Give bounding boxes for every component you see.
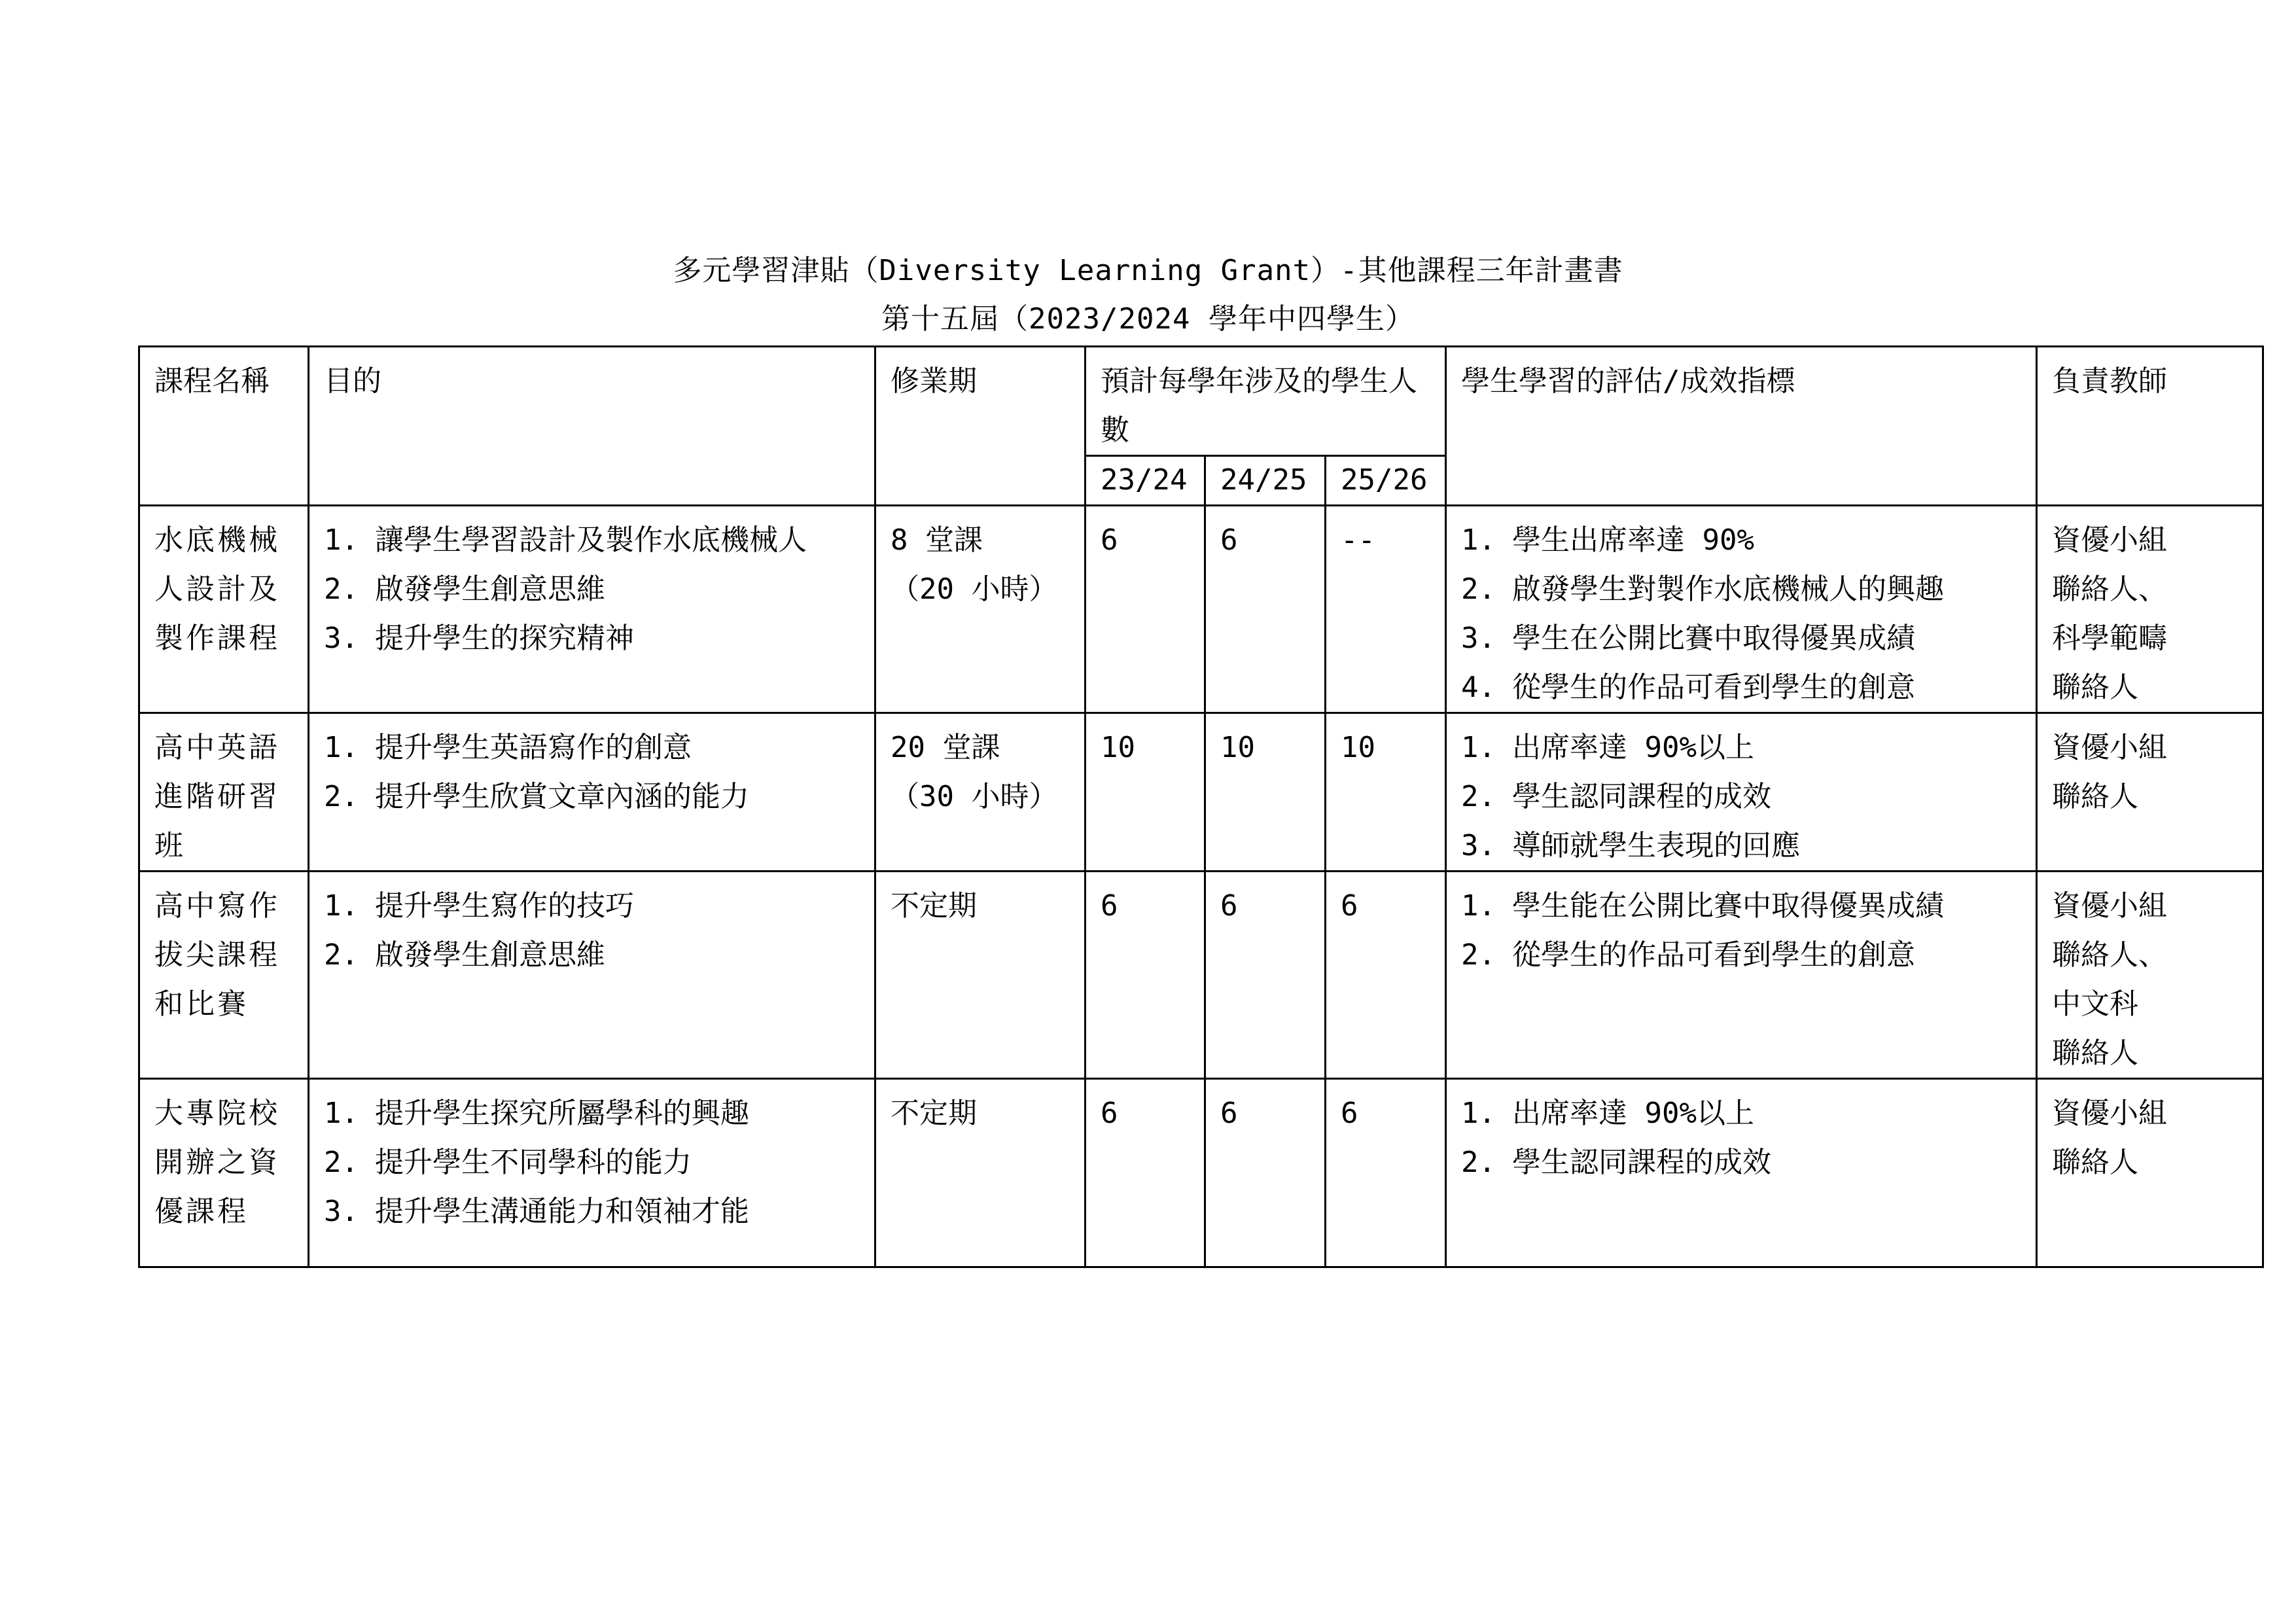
duration-line: 8 堂課 (891, 523, 983, 557)
count-2425: 6 (1205, 1079, 1326, 1267)
assessment-item (1461, 663, 2021, 712)
course-name-cell (139, 872, 309, 1079)
purpose-item (324, 516, 860, 565)
count-2425: 6 (1205, 872, 1326, 1079)
item-text: 提升學生溝通能力和領袖才能 (375, 1195, 749, 1228)
course-name-cell (139, 713, 309, 872)
count-2324: 10 (1086, 713, 1205, 872)
assessment-item (1461, 1138, 2021, 1187)
purpose-item (324, 930, 860, 979)
item-text: 學生能在公開比賽中取得優異成績 (1512, 889, 1945, 923)
purpose-item (324, 614, 860, 663)
purpose-cell (309, 1079, 875, 1267)
course-name-cell (139, 1079, 309, 1267)
item-text: 讓學生學習設計及製作水底機械人 (375, 523, 807, 557)
item-number: 2. (324, 1146, 359, 1179)
duration-line: （30 小時） (891, 780, 1058, 813)
course-row (139, 506, 2263, 713)
purpose-item (324, 565, 860, 614)
teacher-line: 聯絡人、 (2052, 573, 2168, 606)
teacher-line: 資優小組 (2052, 523, 2168, 557)
item-number: 3. (324, 1195, 359, 1228)
item-number: 3. (1461, 622, 1496, 655)
assessment-cell (1446, 872, 2037, 1079)
purpose-item (324, 881, 860, 930)
purpose-item (324, 1187, 860, 1236)
duration-line: 不定期 (891, 889, 977, 923)
teacher-line: 資優小組 (2052, 1097, 2168, 1130)
item-number: 2. (1461, 1146, 1496, 1179)
teacher-line: 聯絡人 (2052, 780, 2139, 813)
assessment-item (1461, 881, 2021, 930)
assessment-item (1461, 930, 2021, 979)
assessment-cell (1446, 1079, 2037, 1267)
count-2324: 6 (1086, 506, 1205, 713)
item-number: 1. (324, 731, 359, 764)
item-text: 啟發學生創意思維 (375, 938, 605, 972)
teacher-line: 聯絡人、 (2052, 938, 2168, 972)
teacher-cell (2037, 713, 2263, 872)
duration-cell (875, 506, 1086, 713)
purpose-item (324, 1089, 860, 1138)
assessment-item (1461, 772, 2021, 821)
item-text: 提升學生寫作的技巧 (375, 889, 634, 923)
item-number: 1. (324, 1097, 359, 1130)
item-text: 提升學生英語寫作的創意 (375, 731, 692, 764)
assessment-item (1461, 516, 2021, 565)
item-text: 導師就學生表現的回應 (1512, 829, 1801, 862)
assessment-item (1461, 821, 2021, 870)
purpose-cell (309, 713, 875, 872)
header-year-2324: 23/24 (1086, 456, 1205, 506)
item-number: 2. (324, 573, 359, 606)
count-2526: -- (1326, 506, 1446, 713)
item-text: 出席率達 90%以上 (1512, 731, 1754, 764)
item-number: 1. (324, 889, 359, 923)
purpose-cell (309, 506, 875, 713)
item-number: 1. (1461, 1097, 1496, 1130)
item-text: 啟發學生對製作水底機械人的興趣 (1512, 573, 1945, 606)
count-2526: 6 (1326, 872, 1446, 1079)
count-2324: 6 (1086, 1079, 1205, 1267)
course-row (139, 1079, 2263, 1267)
item-text: 提升學生不同學科的能力 (375, 1146, 692, 1179)
item-text: 學生出席率達 90% (1512, 523, 1754, 557)
item-text: 提升學生的探究精神 (375, 622, 634, 655)
item-text: 從學生的作品可看到學生的創意 (1512, 938, 1916, 972)
duration-line: （20 小時） (891, 573, 1058, 606)
course-row (139, 713, 2263, 872)
count-2324: 6 (1086, 872, 1205, 1079)
purpose-item (324, 772, 860, 821)
header-course-name: 課程名稱 (139, 347, 309, 506)
teacher-line: 資優小組 (2052, 889, 2168, 923)
item-number: 3. (324, 622, 359, 655)
count-2425: 10 (1205, 713, 1326, 872)
purpose-item (324, 723, 860, 772)
header-purpose: 目的 (309, 347, 875, 506)
teacher-line: 中文科 (2052, 987, 2139, 1021)
teacher-line: 資優小組 (2052, 731, 2168, 764)
item-number: 1. (1461, 889, 1496, 923)
assessment-item (1461, 1089, 2021, 1138)
header-student-count: 預計每學年涉及的學生人數 (1086, 347, 1446, 456)
assessment-item (1461, 723, 2021, 772)
count-2526: 10 (1326, 713, 1446, 872)
item-number: 4. (1461, 671, 1496, 704)
item-number: 2. (324, 780, 359, 813)
teacher-line: 聯絡人 (2052, 1146, 2139, 1179)
item-text: 學生認同課程的成效 (1512, 780, 1772, 813)
assessment-cell (1446, 506, 2037, 713)
item-number: 3. (1461, 829, 1496, 862)
duration-cell (875, 872, 1086, 1079)
assessment-item (1461, 565, 2021, 614)
header-duration: 修業期 (875, 347, 1086, 506)
item-number: 2. (1461, 780, 1496, 813)
item-number: 1. (1461, 731, 1496, 764)
teacher-cell (2037, 1079, 2263, 1267)
duration-line: 20 堂課 (891, 731, 1000, 764)
assessment-item (1461, 614, 2021, 663)
teacher-line: 聯絡人 (2052, 1036, 2139, 1070)
item-text: 提升學生探究所屬學科的興趣 (375, 1097, 749, 1130)
item-number: 1. (324, 523, 359, 557)
course-plan-table (138, 345, 2264, 1268)
course-name-cell (139, 506, 309, 713)
teacher-line: 科學範疇 (2052, 622, 2168, 655)
header-year-2425: 24/25 (1205, 456, 1326, 506)
item-text: 學生認同課程的成效 (1512, 1146, 1772, 1179)
header-teacher: 負責教師 (2037, 347, 2263, 506)
item-number: 2. (324, 938, 359, 972)
item-text: 啟發學生創意思維 (375, 573, 605, 606)
duration-line: 不定期 (891, 1097, 977, 1130)
course-name: 高中寫作拔尖課程和比賽 (154, 889, 280, 1021)
item-text: 提升學生欣賞文章內涵的能力 (375, 780, 749, 813)
item-text: 學生在公開比賽中取得優異成績 (1512, 622, 1916, 655)
count-2425: 6 (1205, 506, 1326, 713)
document-subtitle: 第十五屆（2023/2024 學年中四學生） (881, 302, 1415, 336)
duration-cell (875, 713, 1086, 872)
teacher-line: 聯絡人 (2052, 671, 2139, 704)
course-name: 水底機械人設計及製作課程 (154, 523, 280, 655)
item-number: 2. (1461, 938, 1496, 972)
assessment-cell (1446, 713, 2037, 872)
item-number: 2. (1461, 573, 1496, 606)
teacher-cell (2037, 506, 2263, 713)
purpose-item (324, 1138, 860, 1187)
count-2526: 6 (1326, 1079, 1446, 1267)
purpose-cell (309, 872, 875, 1079)
course-name: 大專院校開辦之資優課程 (154, 1097, 280, 1228)
document-title: 多元學習津貼（Diversity Learning Grant）-其他課程三年計畫書 (673, 254, 1623, 287)
course-row (139, 872, 2263, 1079)
item-text: 從學生的作品可看到學生的創意 (1512, 671, 1916, 704)
header-assessment: 學生學習的評估/成效指標 (1446, 347, 2037, 506)
item-number: 1. (1461, 523, 1496, 557)
duration-cell (875, 1079, 1086, 1267)
item-text: 出席率達 90%以上 (1512, 1097, 1754, 1130)
course-name: 高中英語進階研習班 (154, 731, 280, 862)
header-year-2526: 25/26 (1326, 456, 1446, 506)
teacher-cell (2037, 872, 2263, 1079)
